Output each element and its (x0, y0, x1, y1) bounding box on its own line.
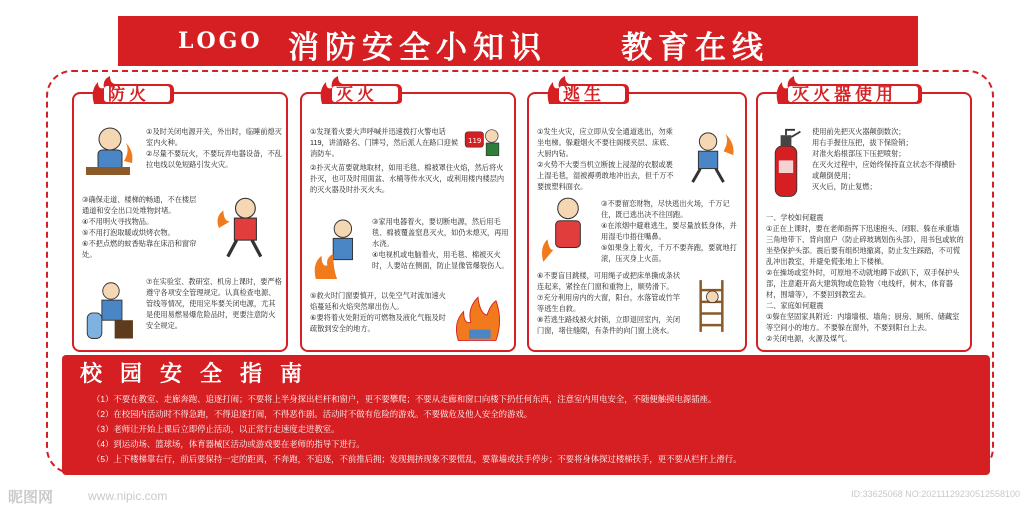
panel-title-extinguisher (772, 76, 922, 106)
fire-prevention-text-bottom (146, 276, 282, 331)
list-item: ⑥不把点燃的蚊香贴靠在床沿和窗帘处。 (82, 239, 197, 259)
fire-prevention-text-top (146, 126, 282, 170)
extinguisher-usage (812, 126, 962, 192)
guide-line: （5）上下楼梯靠右行，前后要保持一定的距离，不奔跑，不追逐，不前推后拥；发现拥挤现象不要慌乱，要靠墙或扶手停步；不要将身体探过楼梯扶手，更不要从栏杆上滑行。 (92, 454, 742, 464)
guide-line: （4）到运动场、篮球场，体育器械区活动或游戏要在老师的指导下进行。 (92, 439, 365, 449)
panel-title-text: 灭火 (336, 85, 378, 105)
fire-fighting-text-mid (372, 216, 510, 271)
cartoon-fleeing-icon (681, 122, 739, 192)
section-heading: 二、家庭如何避震 (766, 301, 824, 310)
list-item: 使用前先把灭火器颠倒数次； (812, 127, 906, 136)
list-item: ⑤如果身上着火，千万不要奔跑，要就地打滚，压灭身上火苗。 (601, 243, 737, 263)
escape-text-bottom (537, 270, 687, 336)
list-item: 在灭火过程中，应始终保持直立状态不得横卧或颠倒使用； (812, 160, 956, 180)
top-banner (118, 16, 918, 66)
list-item: ④电视机或电脑着火，用毛毯、棉被灭火时，人要站在侧面，防止显像管爆裂伤人。 (372, 250, 509, 270)
campus-guide-list (92, 392, 972, 467)
campus-guide-title-text: 校园安全指南 (80, 361, 321, 387)
list-item: ③不要留恋财物，尽快逃出火场，千万记住，既已逃出决不往回跑。 (601, 199, 730, 219)
cartoon-kid-fire-icon (80, 120, 140, 182)
fire-prevention-text-mid (82, 194, 202, 260)
svg-text:119: 119 (468, 137, 482, 145)
list-item: ⑤不用打泡取暖或烘烤衣物。 (82, 228, 175, 237)
phone-119-icon (456, 122, 508, 164)
panel-title-fire-fighting (316, 76, 402, 106)
logo-text: LOGO (178, 28, 263, 54)
list-item: ①发现着火要大声呼喊并迅速拨打火警电话119，讲清路名、门牌号，然后派人在路口迎候消防车。 (310, 127, 459, 158)
list-item: ②尽量不要玩火，不要玩弄电器设备，不乱拉电线以免短路引发火灾。 (146, 149, 282, 169)
list-item: ①躲在坚固家具附近：内墙墙根、墙角；厨房、厕所、储藏室等空间小的地方。不要躲在窗外，不要到阳台上去。 (766, 312, 960, 332)
list-item: ⑦充分利用房内的大窗，阳台，水落管或竹竿等逃生自救。 (537, 293, 681, 313)
guide-line: （3）老师让开始上课后立即停止活动，以正常行走速度走进教室。 (92, 424, 340, 434)
panel-fire-prevention (72, 85, 288, 352)
earthquake-text (766, 212, 964, 344)
panel-escape (527, 85, 747, 352)
cartoon-crawling-icon (537, 194, 599, 266)
guide-line: （2）在校园内活动时不得急跑，不得追逐打闹，不得恶作剧。活动时不做有危险的游戏。不要做危及他人安全的游戏。 (92, 409, 533, 419)
panel-title-fire-prevention (88, 76, 174, 106)
list-item: ⑥要将着火处附近的可燃物及液化气瓶及时疏散到安全的地方。 (310, 313, 446, 333)
list-item: ②在操场或室外时，可原地不动就地蹲下或趴下，双手保护头部，注意避开高大建筑物或危险物（电线杆，树木，体育器材，围墙等），不要回到教室去。 (766, 268, 960, 299)
fire-fighting-text-top (310, 126, 460, 159)
banner-title: 消防安全小知识 教育在线 (288, 30, 769, 66)
section-heading: 一、学校如何避震 (766, 213, 824, 222)
list-item: ⑧若逃生路线被火封锁，立即退回室内，关闭门窗，堵住缝隙，有条件的向门窗上浇水。 (537, 315, 681, 335)
list-item: ③家用电器着火，要切断电源，然后用毛毯、棉被覆盖窒息灭火，如仍未熄灭，再用水浇。 (372, 217, 509, 248)
list-item: ④在浓烟中避难逃生，要尽量放低身体，并用湿毛巾捂住嘴鼻。 (601, 221, 737, 241)
list-item: ④不用明火寻找物品。 (82, 217, 154, 226)
list-item: ②扑灭火苗要就地取材，如用毛毯、棉被罩住火焰，然后将火扑灭，也可及时用面盆、水桶等传水灭火，或利用楼内楼层内的灭火器及时扑灭火头。 (310, 163, 505, 194)
list-item: ③确保走道、楼梯的畅通，不在楼层通道和安全出口处堆物封堵。 (82, 195, 197, 215)
panel-title-text: 逃生 (563, 85, 605, 105)
panel-fire-fighting (300, 85, 516, 352)
list-item: ②火势不大要当机立断披上浸湿的衣服或裹上湿毛毯，湿被褥勇敢地冲出去，但千万不要披塑料面衣。 (537, 160, 674, 191)
fire-fighting-text-2 (310, 162, 508, 195)
cartoon-flames-icon (448, 290, 508, 344)
list-item: ①正在上课时，要在老师指挥下迅速抱头、闭眼、躲在承重墙三角地带下、背向窗户（防止碎玻璃划伤头部），用书包或软的坐垫保护头部。震后要有组织地撤离，防止发生踩踏，不可慌乱冲出教室，并避免慌张地上下楼梯。 (766, 224, 964, 266)
escape-text-top (537, 126, 677, 192)
cartoon-extinguish-icon (310, 214, 368, 284)
watermark-site: 昵图网 (8, 488, 54, 506)
fire-fighting-text-bottom (310, 290, 446, 334)
panel-title-escape (543, 76, 629, 106)
watermark-url: www.nipic.com (88, 489, 168, 503)
cartoon-gas-cylinder-icon (80, 280, 142, 344)
list-item: 对准火焰根部压下压把喷射； (812, 149, 906, 158)
panel-extinguisher (756, 85, 972, 352)
list-item: 用右手握住压把，拔下保险销； (812, 138, 913, 147)
list-item: ⑤救火时门窗要慎开，以免空气对流加速火焰蔓延和火焰突然窜出伤人。 (310, 291, 446, 311)
panel-title-text: 防火 (108, 85, 150, 105)
list-item: ①及时关闭电源开关，外出时，临睡前熄灭室内火种。 (146, 127, 282, 147)
list-item: ⑦在实验室、教研室、机房上课时，要严格遵守各项安全管理规定。认真检查电源、管线等情况，使用完毕要关闭电源，尤其是使用易燃易爆危险品时，更要注意防火安全规定。 (146, 277, 282, 330)
panel-title-text: 灭火器使用 (792, 85, 897, 105)
watermark-id: ID:33625068 NO:20211129230512558100 (851, 489, 1020, 499)
escape-text-mid (601, 198, 741, 264)
fire-extinguisher-icon (768, 126, 804, 202)
list-item: ②关闭电源，火源及煤气。 (766, 334, 852, 343)
campus-guide-title (80, 355, 340, 389)
list-item: ⑥不要盲目跳楼，可用绳子或把床单撕成条状连起来，紧拴在门窗和重物上，顺势滑下。 (537, 271, 681, 291)
cartoon-running-man-icon (208, 194, 274, 262)
list-item: ①发生火灾，应立即从安全通道逃出，勿乘坐电梯。躲避烟火不要往阁楼夹层、床底、大厨内钻。 (537, 127, 674, 158)
cartoon-ladder-icon (689, 268, 739, 344)
guide-line: （1）不要在教室、走廊奔跑、追逐打闹；不要将上半身探出栏杆和窗户，更不要攀爬；不要从走廊和窗口向楼下扔任何东西，注意室内用电安全，不随便触摸电源插座。 (92, 394, 717, 404)
list-item: 灭火后，防止复燃； (812, 182, 877, 191)
